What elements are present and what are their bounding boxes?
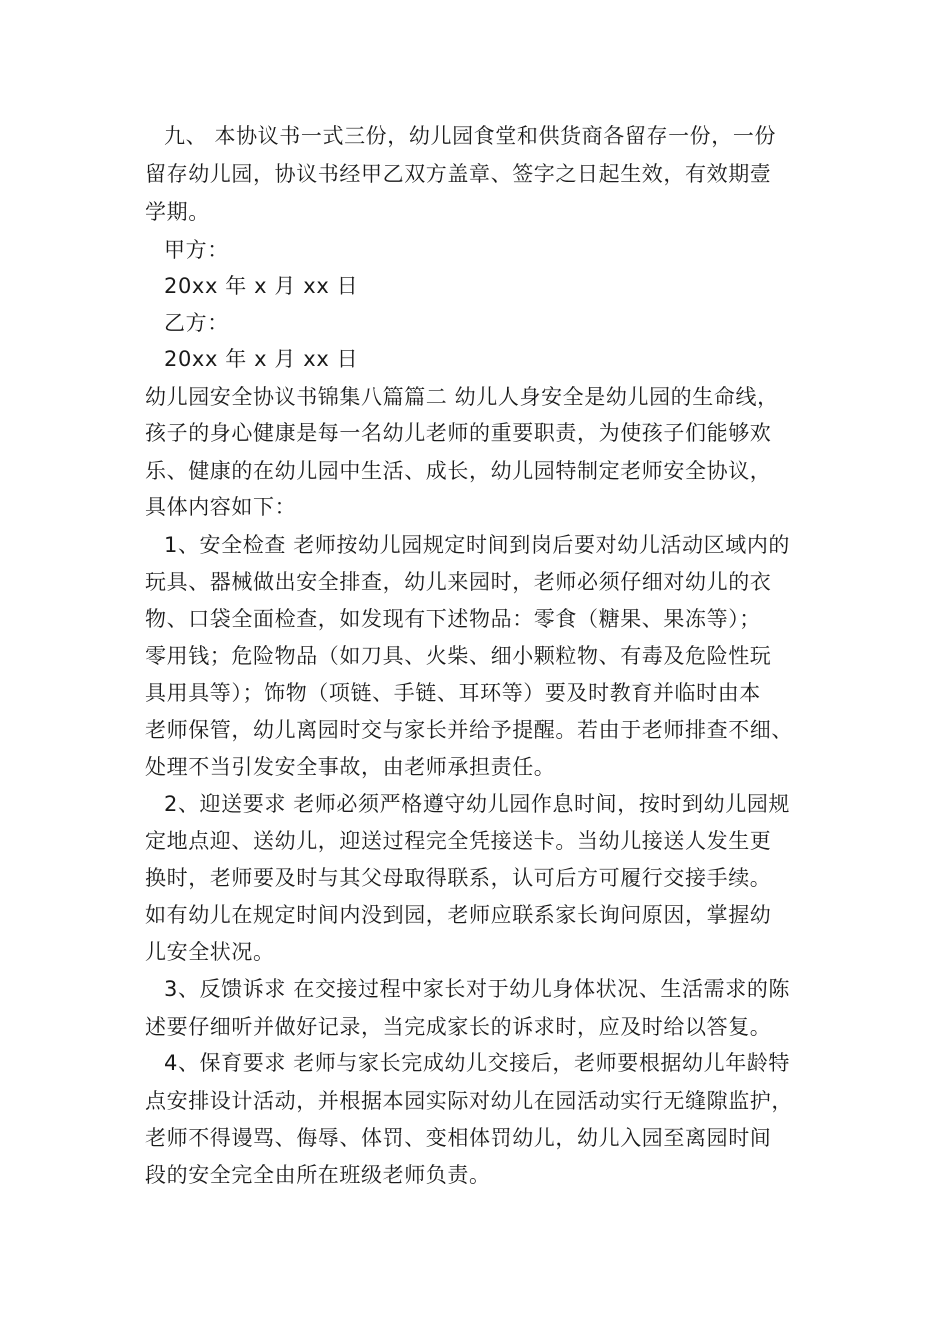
text-line: 如有幼儿在规定时间内没到园，老师应联系家长询问原因，掌握幼 — [145, 903, 772, 927]
text-line: 4、保育要求 老师与家长完成幼儿交接后，老师要根据幼儿年龄特 — [164, 1051, 791, 1075]
text-line: 幼儿园安全协议书锦集八篇篇二 幼儿人身安全是幼儿园的生命线， — [145, 385, 779, 409]
text-line: 学期。 — [145, 200, 210, 224]
text-line: 处理不当引发安全事故，由老师承担责任。 — [145, 755, 556, 779]
text-line: 孩子的身心健康是每一名幼儿老师的重要职责，为使孩子们能够欢 — [145, 421, 772, 445]
text-line: 老师保管，幼儿离园时交与家长并给予提醒。若由于老师排查不细、 — [145, 718, 793, 742]
text-line: 20xx 年 x 月 xx 日 — [164, 347, 359, 371]
text-line: 具体内容如下： — [145, 495, 297, 519]
text-line: 换时，老师要及时与其父母取得联系，认可后方可履行交接手续。 — [145, 866, 772, 890]
text-line: 九、 本协议书一式三份，幼儿园食堂和供货商各留存一份，一份 — [164, 124, 777, 148]
text-line: 玩具、器械做出安全排查，幼儿来园时，老师必须仔细对幼儿的衣 — [145, 570, 772, 594]
text-line: 零用钱；危险物品（如刀具、火柴、细小颗粒物、有毒及危险性玩 — [145, 644, 772, 668]
text-line: 点安排设计活动，并根据本园实际对幼儿在园活动实行无缝隙监护， — [145, 1089, 793, 1113]
text-line: 1、安全检查 老师按幼儿园规定时间到岗后要对幼儿活动区域内的 — [164, 533, 791, 557]
text-line: 3、反馈诉求 在交接过程中家长对于幼儿身体状况、生活需求的陈 — [164, 977, 791, 1001]
text-line: 儿安全状况。 — [145, 940, 275, 964]
text-line: 20xx 年 x 月 xx 日 — [164, 274, 359, 298]
text-line: 述要仔细听并做好记录，当完成家长的诉求时，应及时给以答复。 — [145, 1015, 772, 1039]
text-line: 具用具等）；饰物（项链、手链、耳环等）要及时教育并临时由本 — [145, 681, 761, 705]
text-line: 乐、健康的在幼儿园中生活、成长，幼儿园特制定老师安全协议， — [145, 459, 772, 483]
text-line: 段的安全完全由所在班级老师负责。 — [145, 1163, 491, 1187]
text-line: 物、口袋全面检查，如发现有下述物品：零食（糖果、果冻等）； — [145, 607, 761, 631]
text-line: 2、迎送要求 老师必须严格遵守幼儿园作息时间，按时到幼儿园规 — [164, 792, 791, 816]
text-line: 定地点迎、送幼儿，迎送过程完全凭接送卡。当幼儿接送人发生更 — [145, 829, 772, 853]
text-line: 留存幼儿园，协议书经甲乙双方盖章、签字之日起生效，有效期壹 — [145, 162, 772, 186]
text-line: 老师不得谩骂、侮辱、体罚、变相体罚幼儿，幼儿入园至离园时间 — [145, 1126, 772, 1150]
text-line: 甲方： — [164, 238, 229, 262]
text-line: 乙方： — [164, 311, 229, 335]
